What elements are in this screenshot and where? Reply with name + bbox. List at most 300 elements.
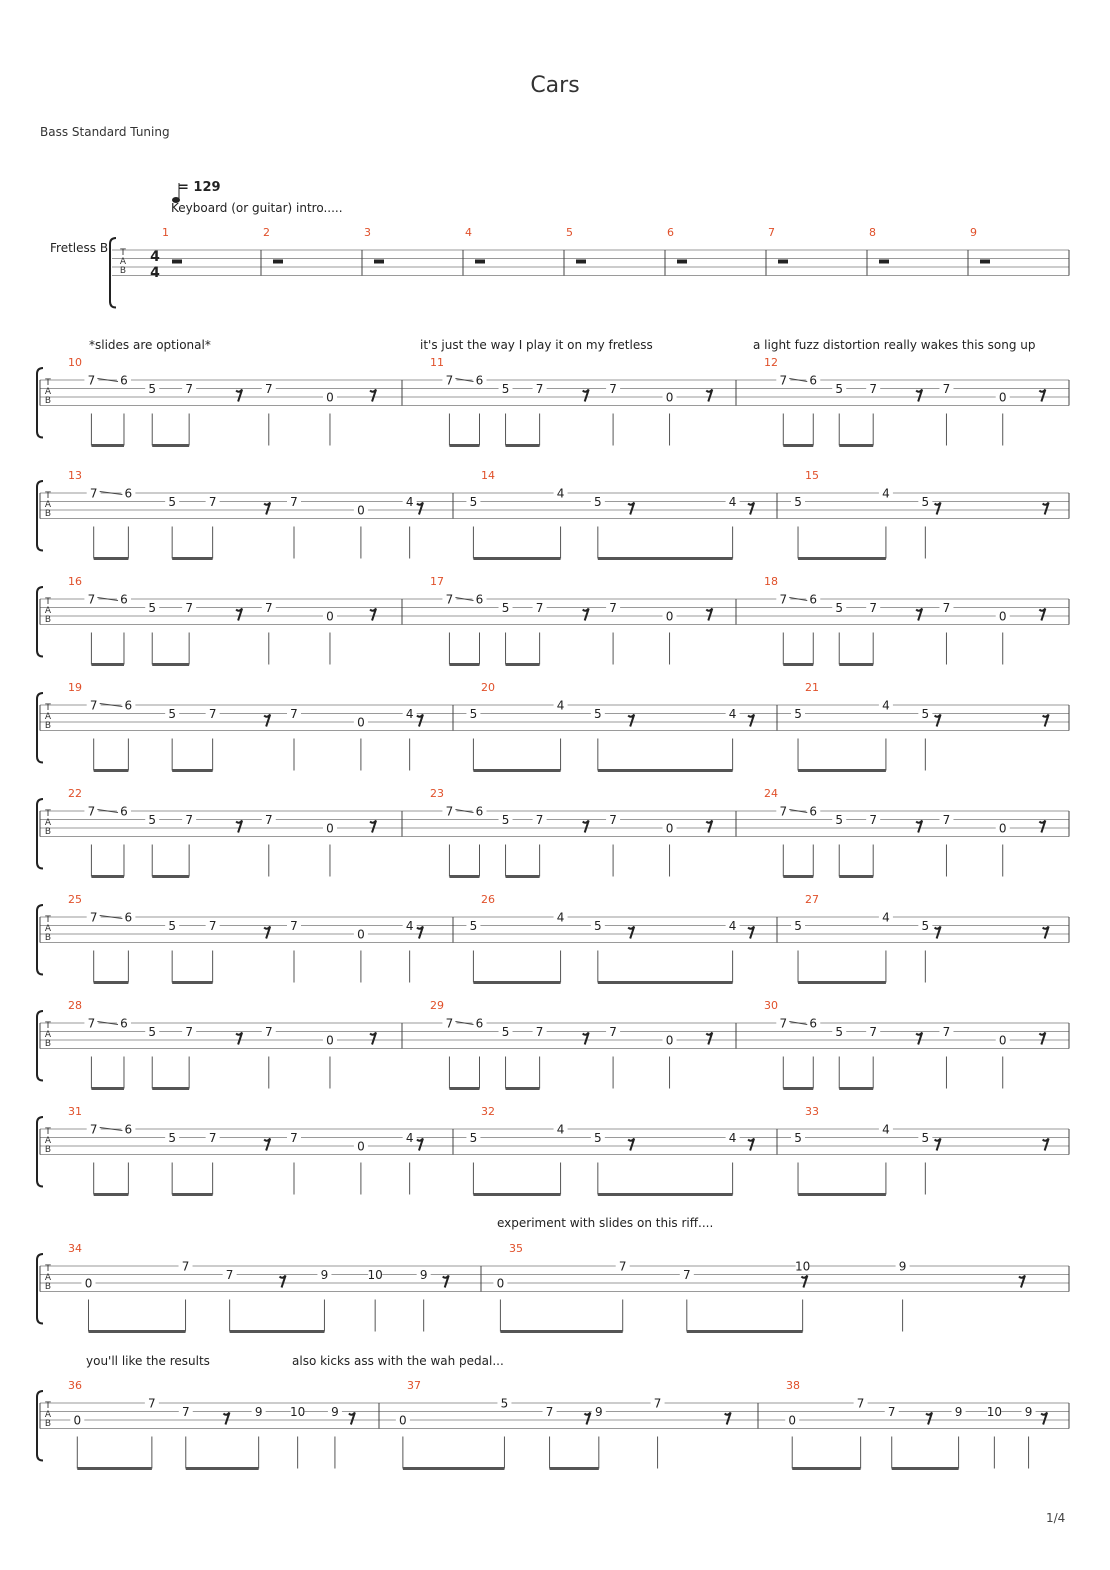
fret-number: 5 (921, 707, 930, 721)
fret-number: 6 (475, 592, 484, 607)
fret-number: 6 (120, 592, 128, 607)
fret-number: 4 (556, 1122, 565, 1137)
tab-clef-letter: B (44, 1145, 52, 1155)
tab-clef-letter: A (44, 712, 52, 722)
tab-clef-letter: B (44, 509, 52, 519)
measure-number: 6 (667, 226, 674, 239)
fret-number: 0 (665, 821, 674, 836)
tab-clef-letter: A (44, 1136, 52, 1146)
tuning-label: Bass Standard Tuning (40, 125, 170, 139)
fret-number: 5 (835, 601, 844, 615)
whole-rest (677, 260, 687, 264)
fret-number: 6 (809, 1016, 818, 1031)
eighth-rest (935, 927, 941, 939)
fret-number: 7 (445, 373, 454, 388)
fret-number: 7 (89, 1122, 98, 1137)
eighth-rest (1039, 1033, 1045, 1045)
eighth-rest (236, 1033, 242, 1045)
tab-clef-letter: T (45, 915, 51, 925)
fret-number: 4 (405, 919, 414, 933)
fret-number: 0 (357, 715, 365, 730)
tab-clef-letter: A (44, 1273, 52, 1283)
measure-number: 27 (805, 893, 819, 906)
eighth-rest (706, 1033, 712, 1045)
fret-number: 0 (326, 821, 334, 836)
eighth-rest (916, 821, 922, 833)
fret-number: 0 (998, 821, 1007, 836)
tab-clef-letter: A (44, 818, 52, 828)
measure-number: 33 (805, 1105, 819, 1118)
measure-number: 17 (430, 575, 444, 588)
eighth-rest (1041, 1413, 1047, 1425)
measure-number: 31 (68, 1105, 82, 1118)
fret-number: 7 (869, 1025, 878, 1039)
fret-number: 7 (942, 382, 951, 396)
fret-number: 4 (728, 919, 737, 933)
tab-clef-letter: A (44, 1030, 52, 1040)
eighth-rest (1043, 927, 1049, 939)
annotation-experiment: experiment with slides on this riff.... (497, 1216, 714, 1230)
fret-number: 7 (869, 813, 878, 827)
fret-number: 5 (921, 919, 930, 933)
fret-number: 7 (779, 804, 788, 819)
fret-number: 5 (794, 495, 802, 509)
eighth-rest (1019, 1276, 1025, 1288)
measure-number: 7 (768, 226, 775, 239)
fret-number: 7 (208, 707, 217, 721)
whole-rest (778, 260, 788, 264)
fret-number: 5 (835, 382, 844, 396)
track-name: Fretless B (50, 241, 109, 255)
measure-number: 28 (68, 999, 82, 1012)
eighth-rest (370, 609, 376, 621)
tab-clef-letter: B (44, 615, 52, 625)
fret-number: 0 (665, 390, 674, 405)
fret-number: 5 (921, 1131, 930, 1145)
fret-number: 7 (445, 592, 454, 607)
tab-clef-letter: T (45, 1127, 51, 1137)
fret-number: 4 (882, 698, 890, 713)
tab-clef-letter: A (44, 924, 52, 934)
fret-number: 7 (869, 601, 878, 615)
fret-number: 7 (290, 495, 298, 509)
fret-number: 9 (320, 1268, 329, 1282)
fret-number: 5 (794, 707, 802, 721)
measure-number: 35 (509, 1242, 523, 1255)
measure-number: 14 (481, 469, 495, 482)
measure-number: 12 (764, 356, 778, 369)
fret-number: 4 (556, 486, 565, 501)
fret-number: 7 (290, 919, 298, 933)
eighth-rest (236, 609, 242, 621)
eighth-rest (706, 821, 712, 833)
fret-number: 7 (942, 601, 951, 615)
fret-number: 7 (148, 1396, 156, 1411)
fret-number: 0 (326, 1033, 334, 1048)
eighth-rest (584, 1413, 590, 1425)
fret-number: 5 (501, 382, 510, 396)
fret-number: 0 (357, 1139, 365, 1154)
measure-number: 19 (68, 681, 82, 694)
fret-number: 5 (148, 1025, 157, 1039)
fret-number: 5 (469, 1131, 478, 1145)
eighth-rest (935, 1139, 941, 1151)
tab-clef-letter: T (45, 1021, 51, 1031)
fret-number: 4 (728, 1131, 737, 1145)
measure-number: 21 (805, 681, 819, 694)
fret-number: 6 (124, 698, 133, 713)
whole-rest (273, 260, 283, 264)
fret-number: 0 (357, 503, 365, 518)
fret-number: 5 (168, 919, 176, 933)
tab-clef-letter: T (45, 491, 51, 501)
tab-clef-letter: A (44, 606, 52, 616)
fret-number: 7 (942, 813, 951, 827)
fret-number: 0 (496, 1276, 505, 1291)
system-bracket (110, 238, 116, 308)
fret-number: 4 (728, 707, 737, 721)
fret-number: 0 (665, 609, 674, 624)
fret-number: 7 (942, 1025, 951, 1039)
fret-number: 10 (289, 1405, 306, 1419)
fret-number: 7 (89, 698, 98, 713)
eighth-rest (417, 1139, 423, 1151)
fret-number: 7 (609, 1025, 617, 1039)
fret-number: 7 (87, 804, 96, 819)
eighth-rest (725, 1413, 731, 1425)
fret-number: 7 (779, 373, 788, 388)
fret-number: 6 (475, 373, 484, 388)
eighth-rest (916, 609, 922, 621)
tab-clef-letter: A (44, 387, 52, 397)
measure-number: 3 (364, 226, 371, 239)
page-number: 1/4 (1046, 1511, 1066, 1525)
fret-number: 10 (986, 1405, 1003, 1419)
fret-number: 0 (998, 609, 1007, 624)
fret-number: 7 (185, 601, 193, 615)
fret-number: 5 (835, 813, 844, 827)
fret-number: 6 (475, 804, 484, 819)
fret-number: 6 (120, 1016, 128, 1031)
fret-number: 6 (809, 373, 818, 388)
measure-number: 38 (786, 1379, 800, 1392)
eighth-rest (628, 1139, 634, 1151)
fret-number: 4 (405, 707, 414, 721)
measure-number: 23 (430, 787, 444, 800)
eighth-rest (628, 503, 634, 515)
eighth-rest (1039, 609, 1045, 621)
measure-number: 26 (481, 893, 495, 906)
fret-number: 7 (445, 1016, 454, 1031)
eighth-rest (1043, 503, 1049, 515)
time-signature-denominator: 4 (150, 265, 160, 281)
fret-number: 5 (794, 1131, 802, 1145)
fret-number: 7 (869, 382, 878, 396)
fret-number: 7 (609, 601, 617, 615)
eighth-rest (417, 503, 423, 515)
fret-number: 7 (87, 373, 96, 388)
tab-clef-letter: A (44, 500, 52, 510)
fret-number: 6 (809, 804, 818, 819)
fret-number: 7 (185, 382, 193, 396)
eighth-rest (801, 1276, 807, 1288)
fret-number: 0 (326, 390, 334, 405)
fret-number: 7 (225, 1268, 234, 1282)
fret-number: 7 (185, 1025, 193, 1039)
eighth-rest (370, 1033, 376, 1045)
fret-number: 7 (185, 813, 193, 827)
fret-number: 5 (168, 707, 176, 721)
fret-number: 5 (501, 601, 510, 615)
fret-number: 5 (469, 919, 478, 933)
eighth-rest (264, 715, 270, 727)
fret-number: 9 (954, 1405, 963, 1419)
fret-number: 0 (84, 1276, 93, 1291)
eighth-rest (370, 821, 376, 833)
fret-number: 0 (399, 1413, 407, 1428)
tab-clef-letter: B (44, 1039, 52, 1049)
tab-clef-letter: T (45, 703, 51, 713)
tab-clef-letter: T (120, 248, 126, 258)
eighth-rest (748, 715, 754, 727)
annotation-fuzz: a light fuzz distortion really wakes this song up (753, 338, 1036, 352)
fret-number: 5 (168, 495, 176, 509)
tab-clef-letter: T (45, 597, 51, 607)
eighth-rest (264, 503, 270, 515)
measure-number: 2 (263, 226, 270, 239)
measure-number: 34 (68, 1242, 82, 1255)
fret-number: 10 (367, 1268, 383, 1282)
fret-number: 5 (794, 919, 802, 933)
eighth-rest (1043, 1139, 1049, 1151)
measure-number: 25 (68, 893, 82, 906)
eighth-rest (583, 821, 589, 833)
fret-number: 5 (500, 1396, 509, 1411)
eighth-rest (417, 927, 423, 939)
fret-number: 4 (882, 1122, 890, 1137)
tab-clef-letter: B (44, 827, 52, 837)
fret-number: 6 (124, 1122, 133, 1137)
fret-number: 7 (535, 813, 544, 827)
fret-number: 0 (998, 390, 1007, 405)
eighth-rest (935, 503, 941, 515)
annotation-wah: also kicks ass with the wah pedal... (292, 1354, 504, 1368)
fret-number: 5 (148, 601, 157, 615)
measure-number: 15 (805, 469, 819, 482)
measure-number: 37 (407, 1379, 421, 1392)
eighth-rest (1039, 821, 1045, 833)
fret-number: 7 (653, 1396, 662, 1411)
fret-number: 7 (290, 707, 298, 721)
fret-number: 5 (594, 707, 602, 721)
eighth-rest (370, 390, 376, 402)
fret-number: 5 (168, 1131, 176, 1145)
eighth-rest (264, 1139, 270, 1151)
fret-number: 0 (788, 1413, 797, 1428)
whole-rest (374, 260, 384, 264)
eighth-rest (1043, 715, 1049, 727)
fret-number: 4 (556, 698, 565, 713)
eighth-rest (628, 715, 634, 727)
measure-number: 22 (68, 787, 82, 800)
fret-number: 7 (609, 382, 617, 396)
eighth-rest (706, 390, 712, 402)
measure-number: 18 (764, 575, 778, 588)
fret-number: 9 (1024, 1405, 1033, 1419)
whole-rest (879, 260, 889, 264)
tab-clef-letter: B (44, 1419, 52, 1429)
eighth-rest (280, 1276, 286, 1288)
eighth-rest (748, 503, 754, 515)
eighth-rest (583, 390, 589, 402)
measure-number: 30 (764, 999, 778, 1012)
fret-number: 5 (469, 495, 478, 509)
measure-number: 13 (68, 469, 82, 482)
fret-number: 9 (594, 1405, 603, 1419)
eighth-rest (223, 1413, 229, 1425)
eighth-rest (443, 1276, 449, 1288)
fret-number: 0 (357, 927, 365, 942)
tab-clef-letter: B (44, 1282, 52, 1292)
fret-number: 5 (148, 813, 157, 827)
fret-number: 5 (501, 813, 510, 827)
eighth-rest (1039, 390, 1045, 402)
measure-number: 9 (970, 226, 977, 239)
fret-number: 7 (264, 382, 273, 396)
fret-number: 0 (998, 1033, 1007, 1048)
fret-number: 6 (120, 804, 128, 819)
tab-clef-letter: A (44, 1410, 52, 1420)
eighth-rest (264, 927, 270, 939)
eighth-rest (916, 1033, 922, 1045)
fret-number: 0 (326, 609, 334, 624)
fret-number: 4 (405, 495, 414, 509)
fret-number: 4 (882, 486, 890, 501)
fret-number: 5 (594, 495, 602, 509)
eighth-rest (236, 390, 242, 402)
fret-number: 0 (73, 1413, 82, 1428)
fret-number: 4 (882, 910, 890, 925)
fret-number: 5 (835, 1025, 844, 1039)
fret-number: 6 (475, 1016, 484, 1031)
measure-number: 1 (162, 226, 169, 239)
fret-number: 0 (665, 1033, 674, 1048)
measure-number: 4 (465, 226, 472, 239)
measure-number: 32 (481, 1105, 495, 1118)
tab-clef-letter: B (119, 266, 127, 276)
fret-number: 7 (208, 1131, 217, 1145)
fret-number: 5 (594, 1131, 602, 1145)
measure-number: 10 (68, 356, 82, 369)
fret-number: 5 (594, 919, 602, 933)
tab-clef-letter: T (45, 1264, 51, 1274)
fret-number: 6 (120, 373, 128, 388)
fret-number: 7 (181, 1405, 190, 1419)
fret-number: 7 (887, 1405, 896, 1419)
fret-number: 7 (682, 1268, 691, 1282)
eighth-rest (349, 1413, 355, 1425)
fret-number: 5 (921, 495, 930, 509)
fret-number: 7 (290, 1131, 298, 1145)
fret-number: 5 (148, 382, 157, 396)
eighth-rest (628, 927, 634, 939)
eighth-rest (706, 609, 712, 621)
fret-number: 7 (609, 813, 617, 827)
measure-number: 29 (430, 999, 444, 1012)
fret-number: 7 (208, 919, 217, 933)
tab-clef-letter: T (45, 378, 51, 388)
annotation-slides-optional: *slides are optional* (89, 338, 211, 352)
fret-number: 7 (87, 1016, 96, 1031)
tab-clef-letter: B (44, 721, 52, 731)
eighth-rest (916, 390, 922, 402)
tab-clef-letter: A (119, 257, 127, 267)
fret-number: 7 (208, 495, 217, 509)
annotation-fretless: it's just the way I play it on my fretless (420, 338, 653, 352)
fret-number: 7 (535, 1025, 544, 1039)
measure-number: 11 (430, 356, 444, 369)
fret-number: 9 (898, 1259, 907, 1274)
tab-clef-letter: T (45, 809, 51, 819)
fret-number: 9 (254, 1405, 263, 1419)
eighth-rest (583, 609, 589, 621)
fret-number: 7 (545, 1405, 554, 1419)
fret-number: 5 (501, 1025, 510, 1039)
time-signature-numerator: 4 (150, 249, 160, 265)
eighth-rest (748, 927, 754, 939)
annotation-results: you'll like the results (86, 1354, 210, 1368)
tab-clef-letter: B (44, 396, 52, 406)
eighth-rest (583, 1033, 589, 1045)
fret-number: 7 (779, 1016, 788, 1031)
measure-number: 20 (481, 681, 495, 694)
intro-text: Keyboard (or guitar) intro..... (171, 201, 343, 215)
fret-number: 9 (419, 1268, 428, 1282)
fret-number: 6 (124, 910, 133, 925)
fret-number: 7 (264, 601, 273, 615)
fret-number: 7 (445, 804, 454, 819)
fret-number: 7 (779, 592, 788, 607)
measure-number: 5 (566, 226, 573, 239)
fret-number: 4 (728, 495, 737, 509)
measure-number: 36 (68, 1379, 82, 1392)
fret-number: 7 (856, 1396, 865, 1411)
fret-number: 7 (264, 1025, 273, 1039)
eighth-rest (935, 715, 941, 727)
whole-rest (475, 260, 485, 264)
tempo-marking: = 129 (178, 180, 221, 195)
fret-number: 7 (535, 382, 544, 396)
eighth-rest (236, 821, 242, 833)
song-title: Cars (530, 73, 580, 98)
fret-number: 10 (794, 1259, 811, 1274)
measure-number: 24 (764, 787, 778, 800)
fret-number: 5 (469, 707, 478, 721)
fret-number: 7 (535, 601, 544, 615)
measure-number: 8 (869, 226, 876, 239)
fret-number: 7 (89, 486, 98, 501)
fret-number: 7 (264, 813, 273, 827)
fret-number: 9 (331, 1405, 339, 1419)
eighth-rest (926, 1413, 932, 1425)
fret-number: 7 (89, 910, 98, 925)
measure-number: 16 (68, 575, 82, 588)
fret-number: 7 (618, 1259, 627, 1274)
fret-number: 4 (405, 1131, 414, 1145)
fret-number: 4 (556, 910, 565, 925)
fret-number: 7 (87, 592, 96, 607)
whole-rest (576, 260, 586, 264)
